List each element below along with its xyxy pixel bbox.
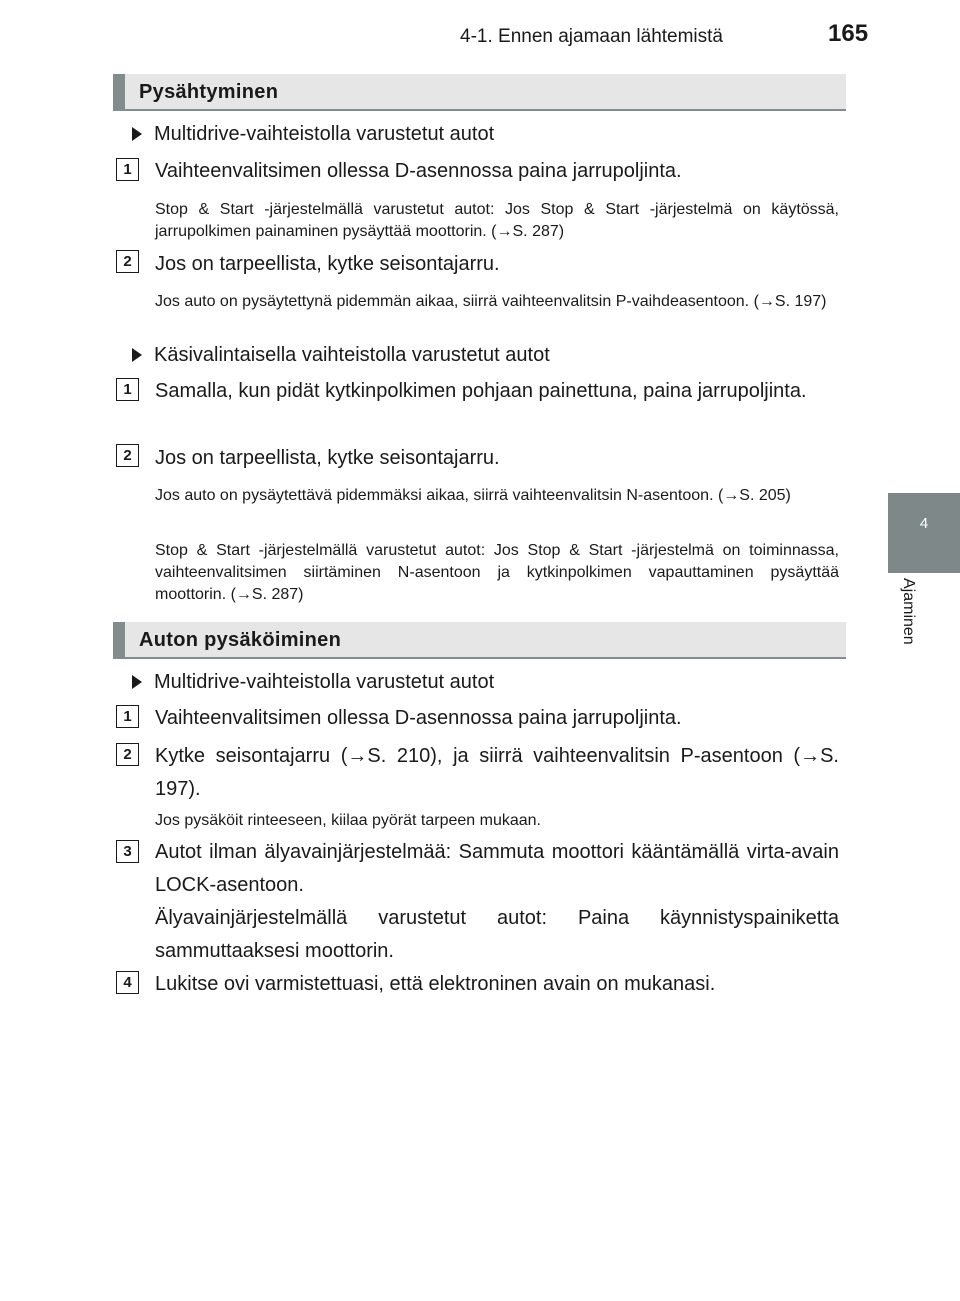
subheading <box>132 339 550 371</box>
step-text: Kytke seisontajarru (→S. 210), ja siirrä vaihteenvalitsin P-asentoon (→S. 197). <box>155 745 839 800</box>
triangle-bullet-icon <box>132 127 142 141</box>
subheading-text: Käsivalintaisella vaihteistolla varustetut autot <box>154 344 550 366</box>
step-number-badge: 3 <box>116 840 139 863</box>
section-title: Auton pysäköiminen <box>139 629 342 651</box>
step-note: Stop & Start -järjestelmällä varustetut autot: Jos Stop & Start -järjestelmä on toiminnassa, vaihteenvalitsimen siirtäminen N-asentoon ja kytkinpolkimen vapauttaminen pysäyttää moottorin. (→S. 287) <box>155 542 839 603</box>
step-note: Stop & Start -järjestelmällä varustetut autot: Jos Stop & Start -järjestelmä on käytössä, jarrupolkimen painaminen pysäyttää moottorin. (→S. 287) <box>155 201 839 240</box>
step-number-badge: 1 <box>116 378 139 401</box>
step-note: Jos auto on pysäytettävä pidemmäksi aikaa, siirrä vaihteenvalitsin N-asentoon. (→S. 205) <box>155 487 791 504</box>
step-text: Jos on tarpeellista, kytke seisontajarru. <box>155 253 500 275</box>
section-heading-parking <box>113 622 846 659</box>
step-number-badge: 2 <box>116 743 139 766</box>
section-title: Pysähtyminen <box>139 81 279 103</box>
step-text: Älyavainjärjestelmällä varustetut autot: Paina käynnistyspainiketta sammuttaaksesi moottorin. <box>155 907 839 962</box>
subheading-text: Multidrive-vaihteistolla varustetut autot <box>154 123 495 145</box>
chapter-label: Ajaminen <box>900 578 917 645</box>
triangle-bullet-icon <box>132 348 142 362</box>
triangle-bullet-icon <box>132 675 142 689</box>
step-text: Lukitse ovi varmistettuasi, että elektroninen avain on mukanasi. <box>155 973 716 995</box>
subheading-text: Multidrive-vaihteistolla varustetut autot <box>154 671 495 693</box>
step-note: Jos auto on pysäytettynä pidemmän aikaa, siirrä vaihteenvalitsin P-vaihdeasentoon. (→S. 197) <box>155 293 827 310</box>
step-note: Jos pysäköit rinteeseen, kiilaa pyörät tarpeen mukaan. <box>155 812 541 829</box>
running-header: 4-1. Ennen ajamaan lähtemistä <box>460 26 723 47</box>
subheading <box>132 666 494 698</box>
step-number-badge: 1 <box>116 158 139 181</box>
step-number-badge: 4 <box>116 971 139 994</box>
chapter-tab[interactable] <box>888 493 960 573</box>
chapter-number: 4 <box>919 515 929 532</box>
step-text: Autot ilman älyavainjärjestelmää: Sammuta moottori kääntämällä virta-avain LOCK-asentoon. <box>155 841 839 896</box>
section-heading-stopping <box>113 74 846 111</box>
subheading <box>132 118 494 150</box>
step-number-badge: 1 <box>116 705 139 728</box>
step-text: Vaihteenvalitsimen ollessa D-asennossa paina jarrupoljinta. <box>155 707 682 729</box>
step-text: Samalla, kun pidät kytkinpolkimen pohjaan painettuna, paina jarrupoljinta. <box>155 380 807 402</box>
step-number-badge: 2 <box>116 250 139 273</box>
step-text: Jos on tarpeellista, kytke seisontajarru. <box>155 447 500 469</box>
step-number-badge: 2 <box>116 444 139 467</box>
page-number: 165 <box>828 20 869 47</box>
step-text: Vaihteenvalitsimen ollessa D-asennossa paina jarrupoljinta. <box>155 160 682 182</box>
